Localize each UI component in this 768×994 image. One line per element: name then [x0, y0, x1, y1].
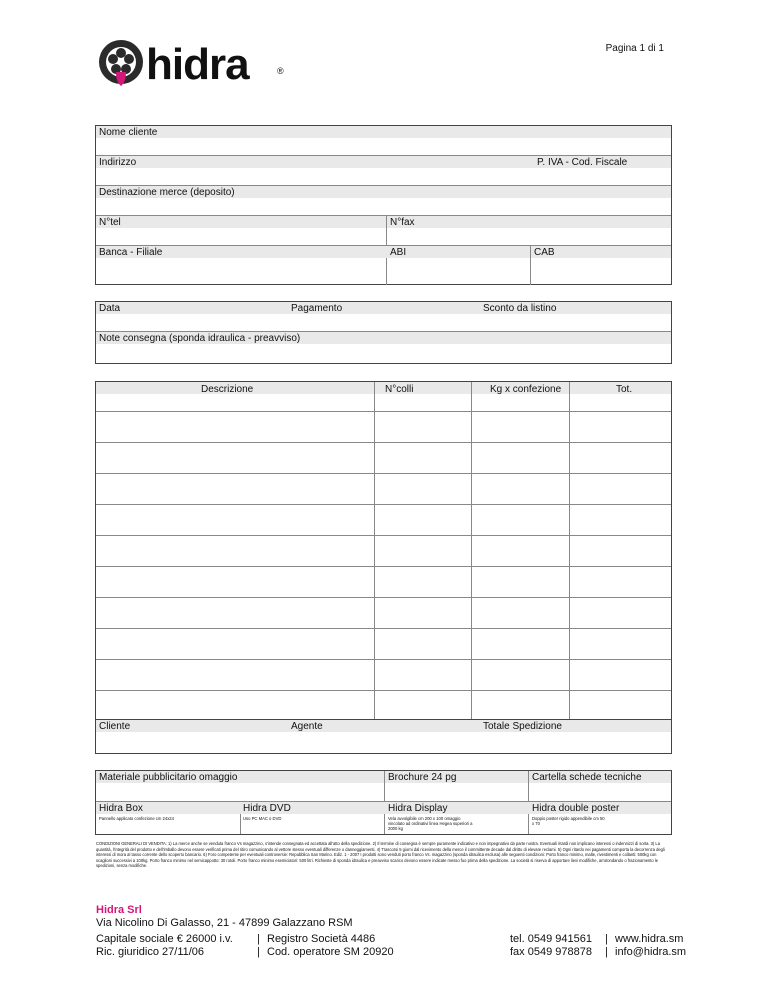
promo-block	[95, 770, 672, 835]
promo-item-name: Hidra Box	[99, 803, 143, 814]
footer-company: Hidra Srl	[96, 904, 142, 916]
promo-item-desc: Vela avvolgibile cm 200 x 100 omaggio vincolato ad ordinativi linea Hegea superiori a 2000 kg	[388, 816, 473, 831]
promo-item-name: Hidra DVD	[243, 803, 291, 814]
header-descrizione: Descrizione	[201, 384, 254, 395]
label-note: Note consegna (sponda idraulica - preavviso)	[99, 333, 301, 344]
promo-item-name: Hidra double poster	[532, 803, 620, 814]
label-nome-cliente: Nome cliente	[99, 127, 158, 138]
promo-item-desc: Uso PC MAC o DVD	[243, 816, 282, 821]
page-number: Pagina 1 di 1	[605, 43, 664, 54]
payment-block	[95, 301, 672, 364]
footer-separator: |	[605, 946, 608, 958]
label-destinazione: Destinazione merce (deposito)	[99, 187, 235, 198]
header-tot: Tot.	[616, 384, 633, 395]
footer-separator: |	[605, 933, 608, 945]
footer-capitale: Capitale sociale € 26000 i.v.	[96, 933, 233, 945]
label-data: Data	[99, 303, 121, 314]
label-pagamento: Pagamento	[291, 303, 343, 314]
promo-item-name: Hidra Display	[388, 803, 448, 814]
header-colli: N°colli	[385, 384, 414, 395]
label-cliente: Cliente	[99, 721, 131, 732]
label-piva: P. IVA - Cod. Fiscale	[537, 157, 628, 168]
footer-address: Via Nicolino Di Galasso, 21 - 47899 Galazzano RSM	[96, 917, 353, 929]
label-totale: Totale Spedizione	[483, 721, 562, 732]
footer-email[interactable]: info@hidra.sm	[615, 946, 687, 958]
label-banca: Banca - Filiale	[99, 247, 163, 258]
promo-item-desc: Doppio poster rigido appendibile cm 50 x 70	[532, 816, 605, 826]
label-tel: N°tel	[99, 217, 121, 228]
signature-block	[95, 719, 672, 754]
label-cartella: Cartella schede tecniche	[532, 772, 642, 783]
label-fax: N°fax	[390, 217, 415, 228]
footer-web[interactable]: www.hidra.sm	[615, 933, 684, 945]
client-block	[95, 125, 672, 285]
order-table	[95, 381, 672, 720]
label-agente: Agente	[291, 721, 323, 732]
logo-wordmark: hidra	[146, 40, 249, 89]
label-indirizzo: Indirizzo	[99, 157, 137, 168]
footer-fax: fax 0549 978878	[510, 946, 592, 958]
label-materiale: Materiale pubblicitario omaggio	[99, 772, 238, 783]
footer-tel: tel. 0549 941561	[510, 933, 592, 945]
label-cab: CAB	[534, 247, 555, 258]
promo-item-desc: Pannello applicato confezione cm 24x24	[99, 816, 174, 821]
footer-separator: |	[257, 946, 260, 958]
footer-cod: Cod. operatore SM 20920	[267, 946, 394, 958]
label-sconto: Sconto da listino	[483, 303, 557, 314]
footer-registro: Registro Società 4486	[267, 933, 376, 945]
label-abi: ABI	[390, 247, 407, 258]
footer-separator: |	[257, 933, 260, 945]
registered-mark: ®	[277, 66, 284, 76]
header-kg: Kg x confezione	[490, 384, 562, 395]
terms-text: CONDIZIONI GENERALI DI VENDITA: 1) La merce anche se venduta franco Vs magazzino, s'intende consegnata ed accettata all'atto della spedizione. 2) Il termine di consegna è sempre puramente indicativo e non impegnativo da parte nostra. Eventuali ritardi non implicano interessi o indennizzi di sorta. 3) La quantità, l'integrità del prodotto e dell'imballo devono essere verificati prima del ritiro comunicando al vettore stesso eventuali differenze o danneggiamenti. 4) Trascorsi 5 giorni dal ricevimento della merce il committente decade dal diritto di elevare reclami. 5) Ogni ritardo nei pagamenti comporta la decorrenza degli interessi di mora al tasso corrente dello scoperto bancario. 6) Foro competente per eventuali controversie: Repubblica San Marino. Ediz. 1 - 2007 I prodotti sono venduti porto franco Vs. magazzino (sponda idraulica esclusa) alle seguenti condizioni: Porto franco minimo, malte, rivestimenti e collanti: 500kg con scaglioni successivi a 100kg. Porto franco minimo nel semicappotto: 30 rotoli. Porto franco minimo esemiciatori: 500 litri. Richieste di sponda idraulica e preavviso scarico devono essere indicate messo fuo prima della spedizione. La società si riserva di apportare lievi modifiche, arrotondando o frazionamento le spedizioni, senza modifiche.	[96, 841, 665, 868]
footer-ric: Ric. giuridico 27/11/06	[96, 946, 205, 958]
hidra-logo-icon	[97, 38, 149, 90]
label-brochure: Brochure 24 pg	[388, 772, 457, 783]
